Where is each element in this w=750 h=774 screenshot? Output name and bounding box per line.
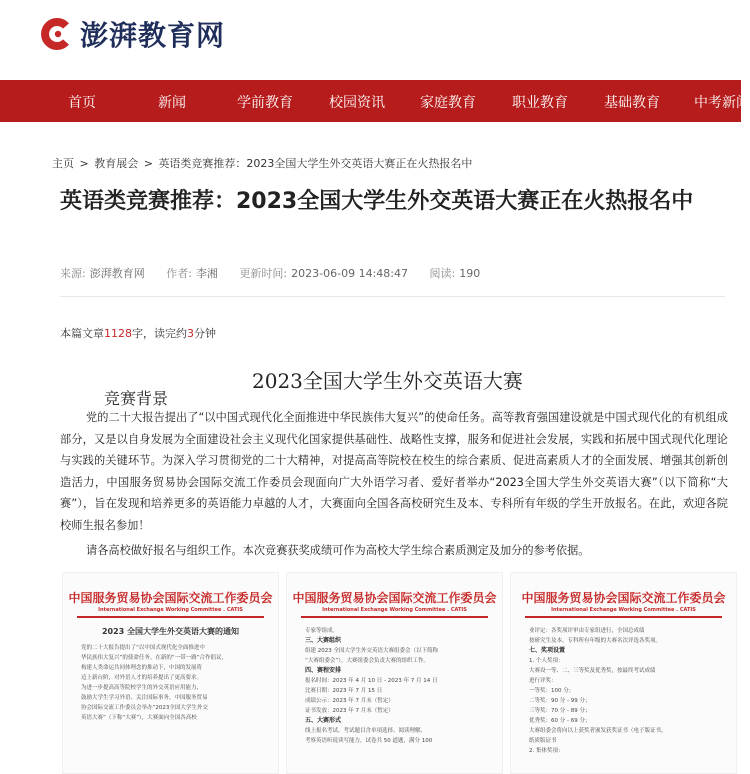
article-paragraph-2: 请各高校做好报名与组织工作。本次竞赛获奖成绩可作为高校大学生综合素质测定及加分的参考依据。 bbox=[86, 544, 590, 557]
doc-line: 协会国际交流工作委员会举办“2023全国大学生外交 bbox=[81, 705, 208, 711]
doc-line: 比赛日期：2023 年 7 月 15 日 bbox=[305, 688, 383, 694]
wordcount-value: 1128 bbox=[104, 327, 132, 340]
nav-item-news[interactable]: 新闻 bbox=[158, 95, 186, 111]
word-count-info bbox=[60, 325, 216, 341]
doc-line: 为进一步提高高等院校学生的外交英语应用能力， bbox=[81, 685, 203, 691]
doc-line: 业评定：各奖项评审由专家组进行，全国总成绩 bbox=[529, 628, 645, 634]
document-image-2[interactable] bbox=[286, 572, 503, 774]
doc-line: “大赛组委会”），大赛组委会负责大赛的组织工作。 bbox=[305, 658, 429, 664]
author-name: 李湘 bbox=[195, 267, 218, 280]
doc-line: 四、赛程安排 bbox=[305, 667, 342, 674]
doc-line: 按研究生及本、专科所有年级的大赛名次评选各奖项。 bbox=[529, 638, 662, 644]
doc-subheader: International Exchange Working Committee . CATIS bbox=[322, 607, 467, 613]
author-label: 作者: bbox=[166, 267, 192, 280]
doc-subheader: International Exchange Working Committee . CATIS bbox=[551, 607, 696, 613]
nav-item-zhongkao[interactable]: 中考新闻 bbox=[694, 95, 750, 111]
doc-line: 三等奖：70 分 - 89 分； bbox=[529, 708, 591, 714]
doc-line: 纸质版证书 bbox=[529, 738, 557, 744]
views-label: 阅读: bbox=[429, 267, 456, 280]
nav-item-home[interactable]: 首页 bbox=[68, 95, 96, 111]
doc-title: 2023 全国大学生外交英语大赛的通知 bbox=[101, 627, 240, 636]
wordcount-suffix: 分钟 bbox=[194, 327, 216, 340]
breadcrumb-expo[interactable]: 教育展会 bbox=[94, 157, 139, 170]
doc-rule bbox=[525, 616, 722, 618]
doc-line: 优秀奖：60 分 - 69 分； bbox=[529, 718, 591, 724]
contest-heading: 2023全国大学生外交英语大赛 bbox=[252, 369, 523, 393]
doc-line: 大赛设一等、二、三等奖及优秀奖，按最终考试成绩 bbox=[529, 668, 656, 674]
doc-rule bbox=[77, 616, 264, 618]
views-count: 190 bbox=[459, 267, 481, 280]
doc-line: 成绩公示：2023 年 7 月末（暂定） bbox=[305, 698, 394, 704]
doc-line: 专家等组成。 bbox=[305, 628, 339, 634]
article-paragraph-1: 党的二十大报告提出了“以中国式现代化全面推进中华民族伟大复兴”的使命任务。高等教育强国建设就是中国式现代化的有机组成部分，又是以自身发展为全面建设社会主义现代化国家提供基础性、战略性支撑，服务和促进社会发展，实践和拓展中国式现代化理论与实践的关键环节。为深入学习贯彻党的二十大精神，对提高高等院校在校生的综合素质、促进高素质人才的全面发展、增强其创新创造活力，中国服务贸易协会国际交流工作委员会现面向广大外语学习者、爱好者举办“2023全国大学生外交英语大赛”（以下简称“大赛”），旨在发现和培养更多的英语能力卓越的人才，大赛面向全国各高校研究生及本、专科所有年级的学生开放报名。在此，欢迎各院校师生报名参加！ bbox=[60, 411, 728, 532]
read-minutes: 3 bbox=[187, 327, 194, 340]
source-link[interactable]: 澎湃教育网 bbox=[89, 267, 145, 280]
document-images bbox=[60, 572, 740, 772]
doc-line: 考察英语听说读写能力，试卷共 50 道题，满分 100 bbox=[305, 738, 433, 744]
doc-line: 1. 个人奖项： bbox=[529, 658, 564, 664]
doc-subheader: International Exchange Working Committee . CATIS bbox=[98, 607, 243, 613]
doc-header: 中国服务贸易协会国际交流工作委员会 bbox=[521, 591, 726, 605]
main-nav bbox=[0, 80, 750, 122]
source-label: 来源: bbox=[60, 267, 86, 280]
breadcrumb-sep: > bbox=[79, 157, 89, 170]
doc-line: 二等奖：90 分 - 99 分； bbox=[529, 698, 591, 704]
article-title: 英语类竞赛推荐：2023全国大学生外交英语大赛正在火热报名中 bbox=[60, 189, 694, 214]
doc-line: 英语大赛”（下称“大赛”），大赛面向全国各高校 bbox=[81, 715, 197, 721]
doc-line: 报名时间：2023 年 4 月 10 日 - 2023 年 7 月 14 日 bbox=[305, 678, 438, 684]
nav-item-campus[interactable]: 校园资讯 bbox=[329, 95, 385, 111]
doc-header: 中国服务贸易协会国际交流工作委员会 bbox=[68, 591, 273, 605]
nav-item-vocational[interactable]: 职业教育 bbox=[512, 95, 568, 111]
doc-line: 组建 2023 全国大学生外交英语大赛组委会（以下简称 bbox=[305, 648, 438, 654]
document-image-3[interactable] bbox=[510, 572, 737, 774]
doc-line: 一等奖：100 分； bbox=[529, 688, 575, 694]
breadcrumb-current: 英语类竞赛推荐：2023全国大学生外交英语大赛正在火热报名中 bbox=[158, 157, 473, 170]
site-header bbox=[0, 0, 741, 80]
doc-rule bbox=[301, 616, 488, 618]
nav-item-preschool[interactable]: 学前教育 bbox=[237, 95, 293, 111]
wordcount-prefix: 本篇文章 bbox=[60, 327, 104, 340]
doc-line: 迈上新台阶，对外语人才的培养提出了更高要求。 bbox=[81, 675, 203, 681]
breadcrumb-home[interactable]: 主页 bbox=[52, 157, 74, 170]
nav-item-family[interactable]: 家庭教育 bbox=[420, 95, 476, 111]
updated-time: 2023-06-09 14:48:47 bbox=[291, 267, 408, 280]
divider bbox=[60, 296, 725, 297]
doc-line: 华民族伟大复兴”的使命任务。在新的“一带一路”合作倡议， bbox=[81, 655, 228, 661]
site-name: 澎湃教育网 bbox=[80, 19, 226, 52]
nav-item-basic[interactable]: 基础教育 bbox=[604, 95, 660, 111]
doc-line: 线上报名考试。考试题目含单项选择、阅读理解、 bbox=[305, 728, 427, 734]
doc-line: 七、奖项设置 bbox=[529, 647, 566, 654]
doc-line: 鼓励大学生学习外语、关注国际事务，中国服务贸易 bbox=[81, 695, 208, 701]
doc-line: 大赛组委会将向以上获奖者颁发获奖证书（电子版证书， bbox=[529, 728, 667, 734]
doc-line: 证书发放：2023 年 7 月末（暂定） bbox=[305, 708, 394, 714]
doc-line: 三、大赛组织 bbox=[305, 637, 342, 644]
doc-line: 2. 集体奖项： bbox=[529, 748, 564, 754]
updated-label: 更新时间: bbox=[239, 267, 288, 280]
doc-header: 中国服务贸易协会国际交流工作委员会 bbox=[292, 591, 497, 605]
site-logo[interactable] bbox=[40, 14, 225, 54]
doc-line: 进行评奖： bbox=[529, 678, 557, 684]
logo-c-icon bbox=[40, 17, 74, 51]
wordcount-mid: 字，读完约 bbox=[132, 327, 187, 340]
doc-line: 党的二十大报告提出了“以中国式现代化全面推进中 bbox=[81, 645, 205, 651]
doc-line: 五、大赛形式 bbox=[305, 717, 342, 724]
document-image-1[interactable] bbox=[62, 572, 279, 774]
section-heading: 竞赛背景 bbox=[104, 389, 169, 408]
doc-line: 构建人类命运共同体理念的推动下，中国的发展将 bbox=[81, 665, 203, 671]
article-meta bbox=[60, 265, 484, 281]
breadcrumb-sep: > bbox=[143, 157, 153, 170]
breadcrumb bbox=[52, 155, 474, 171]
